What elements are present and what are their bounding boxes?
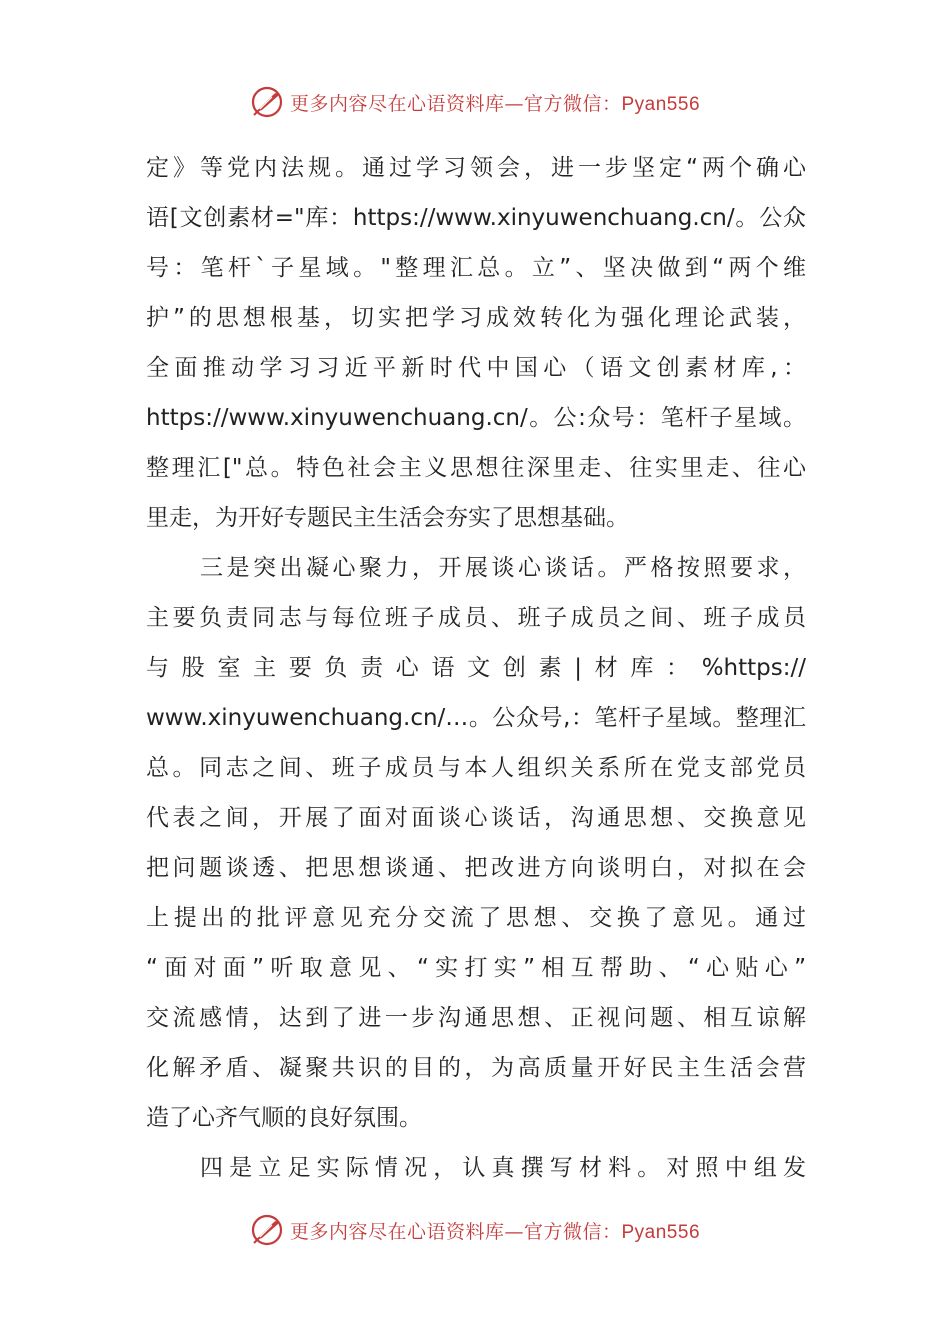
body-line: 四是立足实际情况，认真撰写材料。对照中组发 bbox=[200, 1155, 806, 1181]
body-line: 号：笔杆`子星域。"整理汇总。立”、坚决做到“两个维 bbox=[146, 255, 806, 281]
body-line: 代表之间，开展了面对面谈心谈话，沟通思想、交换意见 bbox=[146, 805, 806, 831]
header-wechat-label: 官方微信： bbox=[523, 92, 622, 115]
document-body bbox=[146, 143, 806, 1193]
body-line: 总。同志之间、班子成员与本人组织关系所在党支部党员 bbox=[146, 755, 806, 781]
header-dash: — bbox=[504, 92, 524, 115]
body-line: 造了心齐气顺的良好氛围。 bbox=[146, 1105, 422, 1131]
footer-wechat-id: Pyan556 bbox=[621, 1221, 701, 1243]
body-line: “面对面”听取意见、“实打实”相互帮助、“心贴心” bbox=[146, 955, 806, 981]
header-text bbox=[290, 89, 700, 116]
body-line: 把问题谈透、把思想谈通、把改进方向谈明白，对拟在会 bbox=[146, 855, 806, 881]
body-line: 三是突出凝心聚力，开展谈心谈话。严格按照要求， bbox=[200, 555, 806, 581]
footer-dash: — bbox=[504, 1220, 524, 1243]
body-line: 整理汇["总。特色社会主义思想往深里走、往实里走、往心 bbox=[146, 455, 806, 481]
body-line: 里走，为开好专题民主生活会夯实了思想基础。 bbox=[146, 505, 629, 531]
footer-site-text: 更多内容尽在心语资料库 bbox=[289, 1220, 505, 1243]
body-line: 交流感情，达到了进一步沟通思想、正视问题、相互谅解 bbox=[146, 1005, 806, 1031]
footer-text bbox=[290, 1217, 700, 1244]
body-line: 语[文创素材="库：https://www.xinyuwenchuang.cn/。公众 bbox=[146, 205, 806, 231]
body-line: 主要负责同志与每位班子成员、班子成员之间、班子成员 bbox=[146, 605, 806, 631]
body-line: 护”的思想根基，切实把学习成效转化为强化理论武装， bbox=[146, 305, 806, 331]
quill-logo-icon bbox=[250, 1213, 284, 1247]
header-wechat-id: Pyan556 bbox=[621, 93, 701, 115]
body-line: 上提出的批评意见充分交流了思想、交换了意见。通过 bbox=[146, 905, 806, 931]
body-line: 定》等党内法规。通过学习领会，进一步坚定“两个确心 bbox=[146, 155, 806, 181]
body-line: https://www.xinyuwenchuang.cn/。公:众号：笔杆子星域。 bbox=[146, 405, 806, 431]
header-banner bbox=[0, 80, 950, 124]
quill-logo-icon bbox=[250, 85, 284, 119]
header-site-text: 更多内容尽在心语资料库 bbox=[289, 92, 505, 115]
body-line: 化解矛盾、凝聚共识的目的，为高质量开好民主生活会营 bbox=[146, 1055, 806, 1081]
body-line: 全面推动学习习近平新时代中国心（语文创素材库,： bbox=[146, 355, 806, 381]
footer-banner bbox=[0, 1208, 950, 1252]
footer-wechat-label: 官方微信： bbox=[523, 1220, 622, 1243]
body-line: 与股室主要负责心语文创素|材库：%https:// bbox=[146, 655, 806, 681]
body-line: www.xinyuwenchuang.cn/…。公众号,：笔杆子星域。整理汇 bbox=[146, 705, 806, 731]
